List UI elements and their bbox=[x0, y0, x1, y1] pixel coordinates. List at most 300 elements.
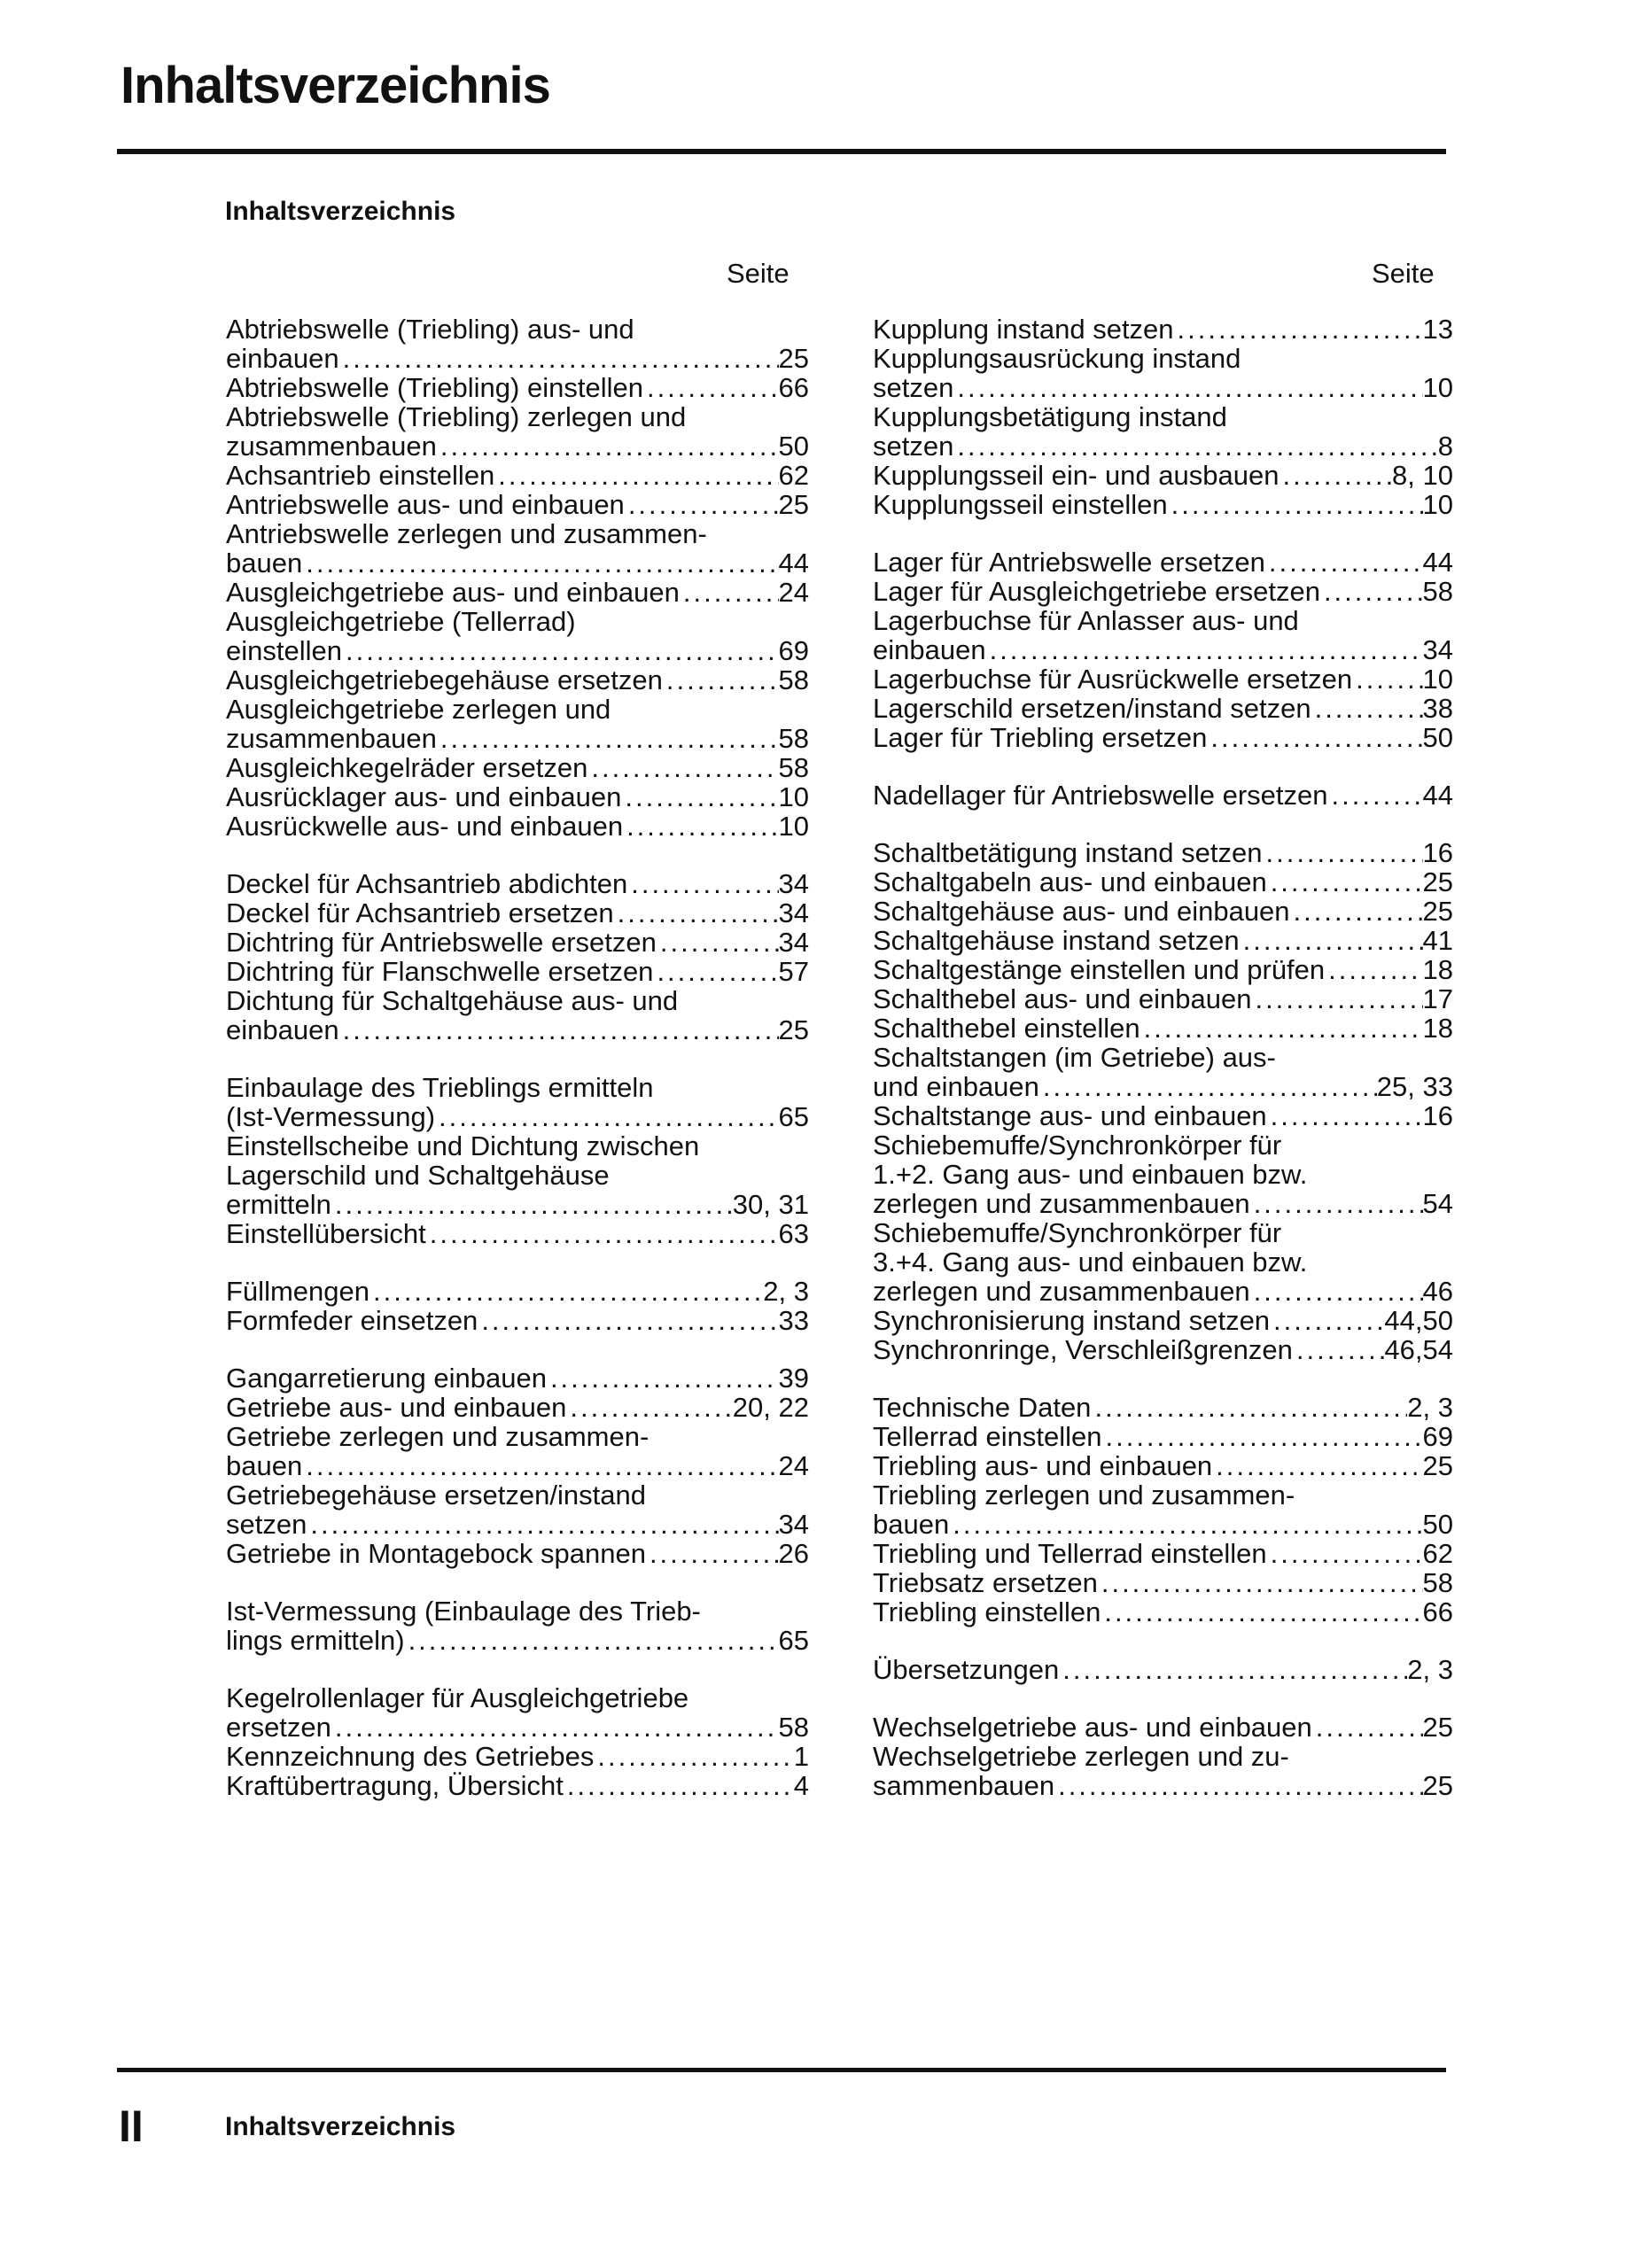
dot-leader bbox=[566, 1393, 732, 1422]
dot-leader bbox=[1251, 984, 1422, 1014]
index-entry-page: 34 bbox=[778, 868, 809, 899]
index-entry-page: 46,54 bbox=[1384, 1334, 1453, 1365]
index-entry-label: Kupplung instand setzen bbox=[873, 314, 1174, 345]
index-entry-line bbox=[226, 1363, 809, 1393]
index-entry-line bbox=[226, 665, 809, 695]
index-entry-text: Abtriebswelle (Triebling) zerlegen und bbox=[226, 401, 687, 432]
index-entry-line bbox=[873, 490, 1453, 519]
index-group bbox=[873, 781, 1453, 810]
index-entry bbox=[226, 1073, 809, 1131]
index-entry bbox=[873, 897, 1453, 926]
index-entry-page: 38 bbox=[1422, 693, 1453, 724]
index-entry-label: Tellerrad einstellen bbox=[873, 1421, 1102, 1452]
index-entry-page: 34 bbox=[778, 897, 809, 928]
index-entry-page: 25 bbox=[1422, 1712, 1453, 1743]
index-entry-page: 10 bbox=[778, 781, 809, 812]
index-entry-line bbox=[226, 461, 809, 490]
index-entry-page: 69 bbox=[1422, 1421, 1453, 1452]
dot-leader bbox=[1240, 926, 1423, 955]
index-entry bbox=[873, 867, 1453, 897]
dot-leader bbox=[1311, 694, 1423, 723]
footer-title: Inhaltsverzeichnis bbox=[225, 2112, 456, 2141]
index-entry-line bbox=[873, 461, 1453, 490]
index-entry-line bbox=[226, 1277, 809, 1306]
dot-leader bbox=[680, 578, 779, 607]
index-entry-text: Lagerschild und Schaltgehäuse bbox=[226, 1160, 610, 1191]
index-entry-page: 25 bbox=[1422, 1450, 1453, 1481]
index-entry bbox=[873, 781, 1453, 810]
index-entry-text: Einbaulage des Trieblings ermitteln bbox=[226, 1072, 654, 1103]
index-entry-text: Kegelrollenlager für Ausgleichgetriebe bbox=[226, 1682, 689, 1713]
index-entry-label: bauen bbox=[226, 548, 303, 579]
dot-leader bbox=[1207, 723, 1422, 752]
index-entry-page: 4 bbox=[793, 1770, 809, 1801]
index-entry-label: Getriebe in Montagebock spannen bbox=[226, 1538, 646, 1569]
dot-leader bbox=[1212, 1451, 1422, 1480]
index-entry-page: 57 bbox=[778, 956, 809, 987]
dot-leader bbox=[627, 869, 778, 898]
dot-leader bbox=[1174, 315, 1423, 344]
index-entry-page: 58 bbox=[1422, 1567, 1453, 1598]
dot-leader bbox=[1250, 1277, 1423, 1306]
index-entry-line bbox=[226, 1626, 809, 1655]
index-entry-label: Synchronringe, Verschleißgrenzen bbox=[873, 1334, 1293, 1365]
index-entry-line bbox=[873, 431, 1453, 461]
dot-leader bbox=[1101, 1422, 1422, 1451]
index-entry-label: Synchronisierung instand setzen bbox=[873, 1305, 1271, 1336]
index-group bbox=[226, 1596, 809, 1655]
index-entry bbox=[873, 490, 1453, 519]
dot-leader bbox=[339, 1015, 779, 1045]
index-entry-line bbox=[873, 1771, 1453, 1800]
index-entry-label: setzen bbox=[226, 1509, 307, 1540]
dot-leader bbox=[614, 898, 779, 928]
index-entry-page: 44,50 bbox=[1384, 1305, 1453, 1336]
index-entry bbox=[873, 1393, 1453, 1422]
index-entry-page: 16 bbox=[1422, 1100, 1453, 1131]
index-entries-left bbox=[226, 315, 809, 1829]
index-entry bbox=[873, 1014, 1453, 1043]
index-entry bbox=[873, 1043, 1453, 1101]
index-entry bbox=[226, 957, 809, 986]
index-entry-page: 24 bbox=[778, 1450, 809, 1481]
index-entry bbox=[226, 1219, 809, 1248]
header-rule bbox=[117, 149, 1446, 154]
index-entry-line bbox=[873, 1655, 1453, 1684]
index-entry bbox=[873, 344, 1453, 402]
index-entry-line bbox=[226, 1219, 809, 1248]
index-entry-page: 16 bbox=[1422, 837, 1453, 868]
index-entry bbox=[873, 1539, 1453, 1568]
index-entry-text: Kupplungsausrückung instand bbox=[873, 343, 1241, 374]
dot-leader bbox=[1328, 781, 1423, 810]
index-group bbox=[226, 1073, 809, 1248]
index-entry-label: Ausgleichgetriebegehäuse ersetzen bbox=[226, 664, 663, 695]
footer-page-number: II bbox=[119, 2101, 144, 2151]
dot-leader bbox=[1320, 577, 1423, 606]
index-entry-line bbox=[873, 838, 1453, 867]
index-entry-page: 41 bbox=[1422, 925, 1453, 956]
index-entry-line bbox=[873, 315, 1453, 344]
index-entry-label: ermitteln bbox=[226, 1189, 331, 1220]
dot-leader bbox=[1312, 1713, 1423, 1742]
index-entry-line bbox=[873, 1277, 1453, 1306]
index-entry-line bbox=[226, 1771, 809, 1800]
index-entry-label: Kraftübertragung, Übersicht bbox=[226, 1770, 564, 1801]
index-entry-line bbox=[873, 1539, 1453, 1568]
index-entry-line bbox=[226, 957, 809, 986]
index-entry-page: 1 bbox=[793, 1741, 809, 1772]
index-entry-label: Deckel für Achsantrieb ersetzen bbox=[226, 897, 614, 928]
index-entry-page: 10 bbox=[1422, 489, 1453, 520]
index-entry-line bbox=[226, 1539, 809, 1568]
dot-leader bbox=[1267, 867, 1423, 897]
index-entry bbox=[873, 664, 1453, 694]
index-entry-label: Schaltbetätigung instand setzen bbox=[873, 837, 1263, 868]
index-entry-label: Lager für Triebling ersetzen bbox=[873, 722, 1208, 753]
index-entry-line bbox=[873, 664, 1453, 694]
index-entry bbox=[873, 1742, 1453, 1800]
index-entry-page: 25 bbox=[778, 343, 809, 374]
index-entry-page: 58 bbox=[778, 723, 809, 754]
index-entry bbox=[226, 753, 809, 782]
index-entry-line bbox=[226, 1742, 809, 1771]
page-column-label-left: Seite bbox=[727, 258, 789, 289]
index-entry bbox=[873, 1713, 1453, 1742]
index-group bbox=[873, 1655, 1453, 1684]
index-entry bbox=[873, 723, 1453, 752]
index-entry bbox=[226, 1480, 809, 1539]
index-entry-line bbox=[873, 1189, 1453, 1218]
index-entry-label: setzen bbox=[873, 372, 954, 403]
index-entry-label: Schaltgestänge einstellen und prüfen bbox=[873, 954, 1326, 985]
index-entry bbox=[873, 1597, 1453, 1627]
index-entry-label: Triebsatz ersetzen bbox=[873, 1567, 1098, 1598]
index-entry-line bbox=[226, 869, 809, 898]
index-entry-label: Übersetzungen bbox=[873, 1654, 1060, 1685]
index-entry-page: 66 bbox=[1422, 1596, 1453, 1627]
index-entry-page: 34 bbox=[778, 927, 809, 958]
index-entry-label: Schalthebel aus- und einbauen bbox=[873, 983, 1252, 1014]
index-entry-label: Getriebe aus- und einbauen bbox=[226, 1392, 567, 1423]
index-entry-page: 8 bbox=[1437, 431, 1453, 462]
index-entry-page: 18 bbox=[1422, 954, 1453, 985]
index-entry-label: Antriebswelle aus- und einbauen bbox=[226, 489, 625, 520]
index-entry bbox=[226, 607, 809, 665]
index-entry-line bbox=[226, 636, 809, 665]
dot-leader bbox=[625, 490, 779, 519]
index-entry-page: 25 bbox=[1422, 1770, 1453, 1801]
index-entry-page: 50 bbox=[1422, 1509, 1453, 1540]
index-entry-text: 3.+4. Gang aus- und einbauen bzw. bbox=[873, 1247, 1308, 1278]
index-entry bbox=[873, 838, 1453, 867]
index-entry bbox=[873, 577, 1453, 606]
index-group bbox=[873, 1393, 1453, 1627]
index-entry bbox=[226, 461, 809, 490]
index-entry-page: 50 bbox=[778, 431, 809, 462]
index-entry-page: 62 bbox=[1422, 1538, 1453, 1569]
dot-leader bbox=[1290, 897, 1423, 926]
index-entry-text: Einstellscheibe und Dichtung zwischen bbox=[226, 1130, 700, 1161]
index-entry bbox=[873, 315, 1453, 344]
dot-leader bbox=[1098, 1568, 1423, 1597]
index-entry-line bbox=[873, 955, 1453, 984]
index-entry-line bbox=[226, 1015, 809, 1045]
index-entry-label: bauen bbox=[226, 1450, 303, 1481]
index-entry bbox=[226, 1306, 809, 1335]
index-entry bbox=[226, 665, 809, 695]
index-entry bbox=[873, 1306, 1453, 1335]
index-entry-line bbox=[873, 897, 1453, 926]
index-entry-page: 46 bbox=[1422, 1276, 1453, 1307]
index-entry-line bbox=[226, 578, 809, 607]
index-entry-label: Deckel für Achsantrieb abdichten bbox=[226, 868, 628, 899]
index-entry-line bbox=[226, 373, 809, 402]
index-entry-line bbox=[873, 1597, 1453, 1627]
index-entry-line bbox=[873, 1101, 1453, 1130]
index-entry-label: Kupplungsseil einstellen bbox=[873, 489, 1168, 520]
index-entry-page: 33 bbox=[778, 1305, 809, 1336]
index-entry bbox=[873, 402, 1453, 461]
index-entry bbox=[873, 1101, 1453, 1130]
index-entry-line bbox=[873, 1510, 1453, 1539]
section-title: Inhaltsverzeichnis bbox=[225, 197, 456, 226]
index-entry-page: 2, 3 bbox=[763, 1276, 809, 1307]
index-entry-label: zerlegen und zusammenbauen bbox=[873, 1188, 1250, 1219]
dot-leader bbox=[342, 636, 779, 665]
index-entry-page: 2, 3 bbox=[1407, 1392, 1453, 1423]
index-entry-label: Füllmengen bbox=[226, 1276, 369, 1307]
index-entry-text: Triebling zerlegen und zusammen- bbox=[873, 1480, 1295, 1511]
index-group bbox=[226, 315, 809, 841]
dot-leader bbox=[1352, 664, 1422, 694]
index-entry-page: 26 bbox=[778, 1538, 809, 1569]
index-group bbox=[873, 548, 1453, 752]
dot-leader bbox=[646, 1539, 779, 1568]
index-entry-label: Lagerschild ersetzen/instand setzen bbox=[873, 693, 1311, 724]
index-entry-page: 58 bbox=[1422, 576, 1453, 607]
dot-leader bbox=[302, 1451, 778, 1480]
index-entry bbox=[873, 984, 1453, 1014]
index-entry-text: Schiebemuffe/Synchronkörper für bbox=[873, 1130, 1282, 1161]
index-entry-page: 20, 22 bbox=[732, 1392, 809, 1423]
dot-leader bbox=[547, 1363, 779, 1393]
dot-leader bbox=[307, 1510, 778, 1539]
index-entry bbox=[226, 869, 809, 898]
index-entry bbox=[226, 1422, 809, 1480]
index-entry-page: 65 bbox=[778, 1625, 809, 1656]
index-entry-text: Schiebemuffe/Synchronkörper für bbox=[873, 1217, 1282, 1248]
index-entry-label: zusammenbauen bbox=[226, 431, 437, 462]
index-entry bbox=[873, 1130, 1453, 1218]
index-entry-text: Dichtung für Schaltgehäuse aus- und bbox=[226, 985, 679, 1016]
dot-leader bbox=[426, 1219, 779, 1248]
index-entry-page: 34 bbox=[1422, 634, 1453, 665]
index-group bbox=[873, 838, 1453, 1364]
index-entry bbox=[873, 1218, 1453, 1306]
index-entry-page: 8, 10 bbox=[1392, 460, 1453, 491]
index-entry-line bbox=[873, 577, 1453, 606]
index-entry bbox=[226, 1596, 809, 1655]
index-entry-line bbox=[226, 1713, 809, 1742]
index-entry bbox=[226, 578, 809, 607]
index-entry-page: 30, 31 bbox=[732, 1189, 809, 1220]
index-entry bbox=[226, 373, 809, 402]
index-entry-text: Wechselgetriebe zerlegen und zu- bbox=[873, 1741, 1289, 1772]
index-entry-line bbox=[226, 898, 809, 928]
index-entry-label: Schaltgabeln aus- und einbauen bbox=[873, 866, 1267, 897]
index-entry-page: 39 bbox=[778, 1363, 809, 1394]
index-entry bbox=[873, 1568, 1453, 1597]
index-entry-line bbox=[873, 1568, 1453, 1597]
index-entry bbox=[873, 1655, 1453, 1684]
index-entry-text: Ist-Vermessung (Einbaulage des Trieb- bbox=[226, 1596, 701, 1627]
index-entry-label: Schaltstange aus- und einbauen bbox=[873, 1100, 1267, 1131]
dot-leader bbox=[653, 957, 778, 986]
index-entry-line bbox=[873, 1422, 1453, 1451]
dot-leader bbox=[1039, 1072, 1377, 1101]
dot-leader bbox=[1267, 1101, 1423, 1130]
index-entry-line bbox=[226, 928, 809, 957]
dot-leader bbox=[643, 373, 779, 402]
dot-leader bbox=[663, 665, 779, 695]
dot-leader bbox=[1325, 955, 1422, 984]
index-entry bbox=[226, 402, 809, 461]
index-entry bbox=[873, 548, 1453, 577]
index-entries-right bbox=[873, 315, 1453, 1829]
index-entry-page: 44 bbox=[778, 548, 809, 579]
index-entry-line bbox=[873, 1072, 1453, 1101]
index-entry-line bbox=[226, 1510, 809, 1539]
dot-leader bbox=[1279, 461, 1392, 490]
dot-leader bbox=[369, 1277, 763, 1306]
index-entry-page: 25 bbox=[1422, 896, 1453, 927]
index-entry-text: Getriebe zerlegen und zusammen- bbox=[226, 1421, 649, 1452]
index-entry bbox=[226, 928, 809, 957]
index-entry-page: 65 bbox=[778, 1101, 809, 1132]
index-entry-page: 58 bbox=[778, 1712, 809, 1743]
index-entry-label: Lager für Antriebswelle ersetzen bbox=[873, 547, 1265, 578]
index-entry-line bbox=[226, 490, 809, 519]
index-entry-label: Ausgleichkegelräder ersetzen bbox=[226, 752, 588, 783]
index-entry-text: Schaltstangen (im Getriebe) aus- bbox=[873, 1042, 1276, 1073]
dot-leader bbox=[331, 1713, 779, 1742]
index-entry-text: Abtriebswelle (Triebling) aus- und bbox=[226, 314, 634, 345]
index-group bbox=[873, 1713, 1453, 1800]
index-entry-page: 66 bbox=[778, 372, 809, 403]
index-entry-label: Ausrücklager aus- und einbauen bbox=[226, 781, 622, 812]
dot-leader bbox=[1168, 490, 1423, 519]
index-entry-page: 62 bbox=[778, 460, 809, 491]
index-entry-text: Ausgleichgetriebe zerlegen und bbox=[226, 694, 611, 725]
index-entry-label: Schaltgehäuse aus- und einbauen bbox=[873, 896, 1290, 927]
dot-leader bbox=[621, 782, 778, 812]
index-entry bbox=[226, 898, 809, 928]
index-entry-label: Ausrückwelle aus- und einbauen bbox=[226, 811, 624, 842]
index-entry-label: einbauen bbox=[873, 634, 986, 665]
index-entry bbox=[226, 1683, 809, 1742]
index-entry-line bbox=[226, 1451, 809, 1480]
index-entry bbox=[226, 1771, 809, 1800]
index-entry bbox=[226, 782, 809, 812]
index-entry-line bbox=[873, 1014, 1453, 1043]
dot-leader bbox=[1293, 1335, 1385, 1364]
index-entry-text: Ausgleichgetriebe (Tellerrad) bbox=[226, 606, 576, 637]
index-entry bbox=[873, 1422, 1453, 1451]
index-entry-page: 34 bbox=[778, 1509, 809, 1540]
dot-leader bbox=[435, 1102, 779, 1131]
index-entry-page: 44 bbox=[1422, 547, 1453, 578]
index-entry-text: Kupplungsbetätigung instand bbox=[873, 401, 1227, 432]
index-entry-line bbox=[226, 724, 809, 753]
index-entry-line bbox=[226, 753, 809, 782]
dot-leader bbox=[564, 1771, 794, 1800]
index-entry-label: Triebling und Tellerrad einstellen bbox=[873, 1538, 1267, 1569]
index-entry-line bbox=[226, 431, 809, 461]
index-entry-label: einbauen bbox=[226, 1014, 339, 1045]
index-entry bbox=[873, 955, 1453, 984]
index-group bbox=[873, 315, 1453, 519]
dot-leader bbox=[494, 461, 778, 490]
dot-leader bbox=[1101, 1597, 1422, 1627]
index-entry-label: zerlegen und zusammenbauen bbox=[873, 1276, 1250, 1307]
index-entry-line bbox=[873, 781, 1453, 810]
index-entry-line bbox=[873, 984, 1453, 1014]
index-entry bbox=[226, 490, 809, 519]
index-entry-label: lings ermitteln) bbox=[226, 1625, 405, 1656]
index-entry-line bbox=[226, 548, 809, 578]
index-entry-label: Achsantrieb einstellen bbox=[226, 460, 495, 491]
index-entry-line bbox=[873, 1393, 1453, 1422]
index-entry-text: 1.+2. Gang aus- und einbauen bzw. bbox=[873, 1159, 1308, 1190]
index-entry-label: setzen bbox=[873, 431, 954, 462]
index-entry-page: 25 bbox=[778, 489, 809, 520]
dot-leader bbox=[437, 431, 779, 461]
index-entry-page: 2, 3 bbox=[1407, 1654, 1453, 1685]
index-entry-line bbox=[226, 1102, 809, 1131]
index-entry-label: Dichtring für Flanschwelle ersetzen bbox=[226, 956, 654, 987]
index-entry-label: Triebling einstellen bbox=[873, 1596, 1101, 1627]
index-entry-page: 50 bbox=[1422, 722, 1453, 753]
index-entry-line bbox=[873, 926, 1453, 955]
dot-leader bbox=[953, 431, 1437, 461]
dot-leader bbox=[949, 1510, 1422, 1539]
index-entry bbox=[226, 1742, 809, 1771]
index-entry-page: 54 bbox=[1422, 1188, 1453, 1219]
dot-leader bbox=[1059, 1655, 1407, 1684]
index-entry-page: 58 bbox=[778, 664, 809, 695]
dot-leader bbox=[339, 344, 779, 373]
index-entry-label: bauen bbox=[873, 1509, 950, 1540]
index-entry bbox=[226, 695, 809, 753]
index-group bbox=[226, 1363, 809, 1568]
index-entry bbox=[226, 812, 809, 841]
index-entry-label: zusammenbauen bbox=[226, 723, 437, 754]
dot-leader bbox=[1262, 838, 1422, 867]
index-entry bbox=[873, 694, 1453, 723]
index-entry-line bbox=[226, 812, 809, 841]
index-entry-page: 24 bbox=[778, 577, 809, 608]
index-entry-line bbox=[873, 1306, 1453, 1335]
index-entry-label: sammenbauen bbox=[873, 1770, 1055, 1801]
index-entry-page: 44 bbox=[1422, 780, 1453, 811]
index-entry-label: Ausgleichgetriebe aus- und einbauen bbox=[226, 577, 680, 608]
index-entry-page: 63 bbox=[778, 1218, 809, 1249]
index-entry-label: einstellen bbox=[226, 635, 342, 666]
index-entry bbox=[226, 986, 809, 1045]
index-entry bbox=[226, 1277, 809, 1306]
index-entry-line bbox=[873, 694, 1453, 723]
